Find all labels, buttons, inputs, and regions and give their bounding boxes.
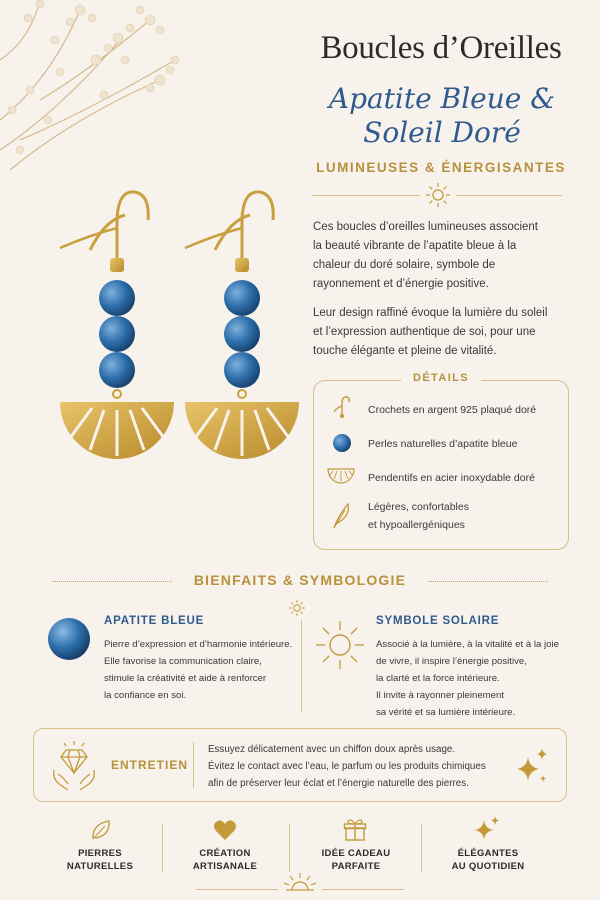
apatite-title: APATITE BLEUE bbox=[104, 615, 205, 627]
subtitle-line-1: Apatite Bleue & bbox=[328, 82, 556, 115]
heart-icon bbox=[213, 819, 237, 841]
feature-gift bbox=[296, 847, 416, 873]
feature-line: NATURELLES bbox=[66, 861, 134, 872]
sparkles-icon bbox=[515, 747, 549, 787]
benefits-column-separator bbox=[301, 620, 302, 712]
detail-item-comfort-line: Légères, confortables bbox=[368, 501, 469, 513]
description-line: et l’expression authentique de soi, pour une bbox=[313, 326, 536, 338]
care-line: Essuyez délicatement avec un chiffon doux après usage. bbox=[208, 744, 456, 755]
solar-line: de vivre, il inspire l’énergie positive, bbox=[376, 656, 527, 667]
feature-line: IDÉE CADEAU bbox=[321, 848, 391, 859]
bead-icon bbox=[332, 433, 352, 453]
solar-symbol-icon bbox=[313, 618, 367, 672]
tagline: LUMINEUSES & ÉNERGISANTES bbox=[316, 160, 566, 175]
solar-line: Il invite à rayonner pleinement bbox=[376, 690, 504, 701]
detail-item-comfort bbox=[368, 499, 469, 533]
feature-line: PARFAITE bbox=[331, 861, 381, 872]
diamond-hands-icon bbox=[50, 740, 98, 792]
gift-icon bbox=[343, 818, 367, 842]
feature-line: ARTISANALE bbox=[192, 861, 258, 872]
footer-divider-left bbox=[196, 889, 278, 890]
care-separator bbox=[193, 742, 194, 788]
solar-title: SYMBOLE SOLAIRE bbox=[376, 615, 500, 627]
tagline-divider-right bbox=[456, 195, 562, 196]
dried-flowers-decoration bbox=[0, 0, 190, 175]
solar-description bbox=[376, 636, 559, 721]
feature-separator bbox=[421, 824, 422, 872]
page-title: Boucles d’Oreilles bbox=[320, 30, 562, 66]
care-label: ENTRETIEN bbox=[111, 758, 189, 772]
leaf-icon bbox=[90, 818, 112, 842]
detail-item-hooks: Crochets en argent 925 plaqué doré bbox=[368, 404, 537, 416]
apatite-line: stimule la créativité et aide à renforcer bbox=[104, 673, 267, 684]
details-title: DÉTAILS bbox=[401, 372, 481, 384]
apatite-line: Pierre d’expression et d’harmonie intérieure. bbox=[104, 639, 293, 650]
subtitle-line-2: Soleil Doré bbox=[363, 116, 521, 149]
feature-line: AU QUOTIDIEN bbox=[451, 861, 525, 872]
detail-item-pendants: Pendentifs en acier inoxydable doré bbox=[368, 472, 535, 484]
sunrise-icon bbox=[280, 872, 320, 892]
earrings-illustration bbox=[30, 180, 300, 500]
solar-line: la clarté et la force intérieure. bbox=[376, 673, 500, 684]
feature-separator bbox=[289, 824, 290, 872]
earring-right bbox=[185, 192, 299, 459]
apatite-line: la confiance en soi. bbox=[104, 690, 187, 701]
feather-icon bbox=[330, 502, 352, 530]
description-line: Leur design raffiné évoque la lumière du soleil bbox=[313, 307, 548, 319]
detail-item-beads: Perles naturelles d’apatite bleue bbox=[368, 438, 518, 450]
hook-icon bbox=[330, 394, 354, 420]
apatite-line: Elle favorise la communication claire, bbox=[104, 656, 262, 667]
care-line: afin de préserver leur éclat et l’énergie naturelle des pierres. bbox=[208, 778, 469, 789]
benefits-divider-left bbox=[52, 581, 172, 582]
feature-line: PIERRES bbox=[78, 848, 122, 859]
sparkle-icon bbox=[474, 816, 500, 842]
description-line: Ces boucles d’oreilles lumineuses associent bbox=[313, 221, 539, 233]
feature-natural-stones bbox=[40, 847, 160, 873]
sun-icon bbox=[424, 181, 452, 209]
feature-line: ÉLÉGANTES bbox=[457, 848, 519, 859]
tagline-divider-left bbox=[312, 195, 420, 196]
earring-left bbox=[60, 192, 174, 459]
small-sun-icon bbox=[288, 599, 306, 617]
description-line: rayonnement et d’énergie positive. bbox=[313, 278, 489, 290]
description-paragraph-2 bbox=[313, 304, 573, 361]
description-line: la beauté vibrante de l’apatite bleue à la bbox=[313, 240, 517, 252]
description-line: chaleur du doré solaire, symbole de bbox=[313, 259, 496, 271]
fan-pendant-icon bbox=[326, 466, 356, 486]
feature-line: CRÉATION bbox=[199, 848, 251, 859]
apatite-description bbox=[104, 636, 292, 704]
care-instructions bbox=[208, 741, 486, 792]
description-paragraph-1 bbox=[313, 218, 573, 294]
benefits-divider-right bbox=[428, 581, 548, 582]
solar-line: Associé à la lumière, à la vitalité et à la joie bbox=[376, 639, 559, 650]
footer-divider-right bbox=[322, 889, 404, 890]
detail-item-comfort-line: et hypoallergéniques bbox=[368, 519, 465, 531]
feature-separator bbox=[162, 824, 163, 872]
care-line: Évitez le contact avec l’eau, le parfum ou les produits chimiques bbox=[208, 761, 486, 772]
apatite-stone-icon bbox=[46, 616, 92, 662]
description-line: touche élégante et pleine de vitalité. bbox=[313, 345, 497, 357]
solar-line: sa vérité et sa lumière intérieure. bbox=[376, 707, 516, 718]
feature-artisan bbox=[165, 847, 285, 873]
benefits-title: BIENFAITS & SYMBOLOGIE bbox=[193, 572, 407, 588]
feature-everyday bbox=[428, 847, 548, 873]
